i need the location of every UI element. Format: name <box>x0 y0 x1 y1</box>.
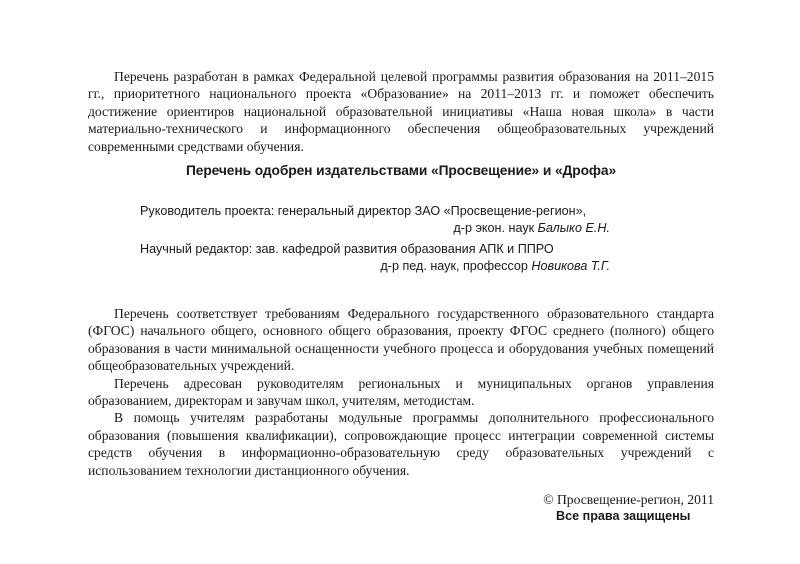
description-block <box>88 305 714 479</box>
project-lead-role: Руководитель проекта: генеральный директор ЗАО «Просвещение-регион», <box>140 204 587 218</box>
standards-paragraph: Перечень соответствует требованиям Федерального государственного образовательного стандарта (ФГОС) начального общего, основного общего образования, проекту ФГОС среднего (полного) общего образования в части минимальной оснащенности учебного процесса и оборудования учебных помещений общеобразовательных учреждений. <box>88 306 714 374</box>
scientific-editor-degree: д-р пед. наук, профессор <box>380 259 532 273</box>
intro-block <box>88 68 714 155</box>
rights-notice: Все права защищены <box>556 509 691 523</box>
scientific-editor <box>140 241 610 275</box>
project-lead-credentials <box>140 220 610 237</box>
scientific-editor-name: Новикова Т.Г. <box>531 259 610 273</box>
audience-paragraph: Перечень адресован руководителям региональных и муниципальных органов управления образованием, директорам и завучам школ, учителям, методистам. <box>88 375 714 409</box>
scientific-editor-credentials <box>140 258 610 275</box>
copyright-notice: © Просвещение-регион, 2011 <box>543 492 714 507</box>
approval-heading: Перечень одобрен издательствами «Просвещение» и «Дрофа» <box>185 163 617 178</box>
project-lead-degree: д-р экон. наук <box>453 221 538 235</box>
project-lead <box>140 203 610 237</box>
intro-paragraph: Перечень разработан в рамках Федеральной целевой программы развития образования на 2011–2015 гг., приоритетного национального проекта «Образование» на 2011–2013 гг. и поможет обеспечить достижение ориентиров национальной образовательной инициативы «Наша новая школа» в части материально-технического и информационного обеспечения общеобразовательных учреждений современными средствами обучения. <box>88 69 714 154</box>
scientific-editor-role: Научный редактор: зав. кафедрой развития образования АПК и ППРО <box>140 242 554 256</box>
training-paragraph: В помощь учителям разработаны модульные программы дополнительного профессионального образования (повышения квалификации), сопровождающие процесс интеграции современной системы средств обучения в информационно-образовательную среду образовательных учреждений с использованием технологии дистанционного обучения. <box>88 410 714 478</box>
project-lead-name: Балыко Е.Н. <box>537 221 610 235</box>
